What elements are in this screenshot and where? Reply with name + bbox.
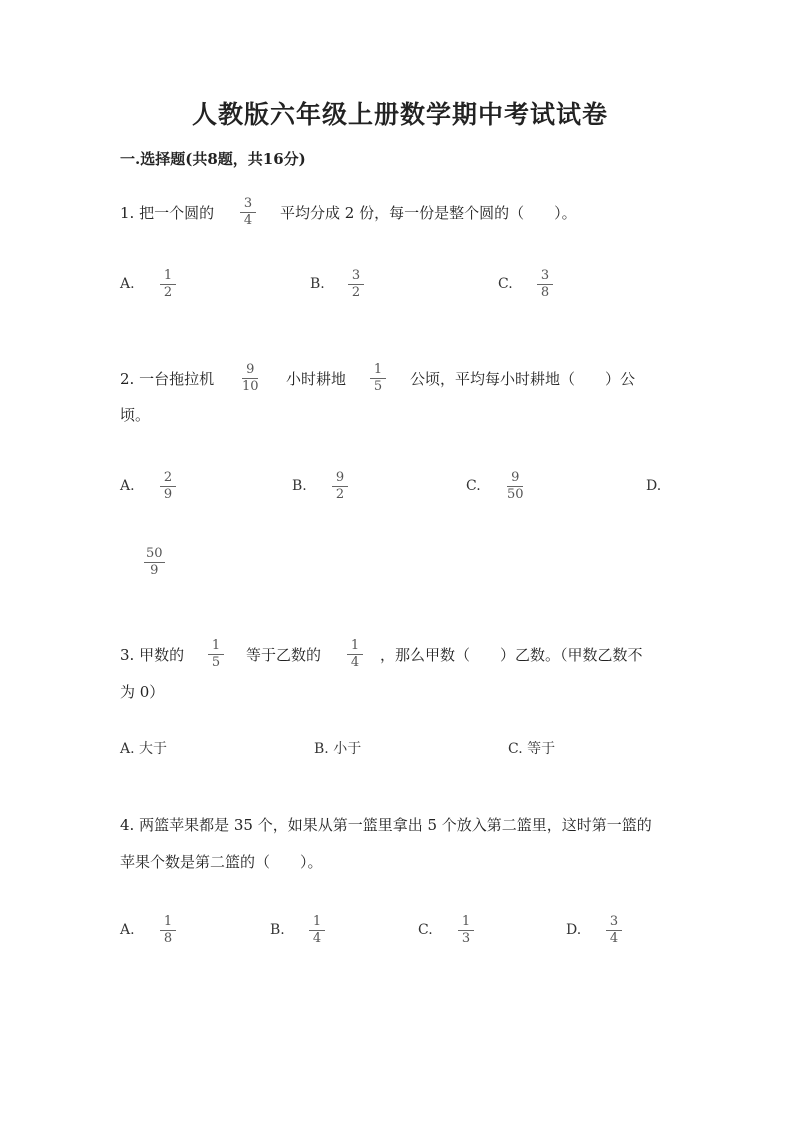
q4-option-c-label: C.: [418, 922, 433, 938]
q1-option-a-fraction: $\frac{1}{2}$: [160, 268, 176, 301]
question-1-fraction: $\frac{3}{4}$: [240, 196, 256, 229]
q2-option-d-label: D.: [646, 478, 662, 494]
q4-option-c-fraction: $\frac{1}{3}$: [458, 914, 474, 947]
question-2-fraction-1: $\frac{9}{10}$: [242, 362, 259, 394]
q4-option-a-label: A.: [120, 922, 135, 938]
q4-option-d-fraction: $\frac{3}{4}$: [606, 914, 622, 947]
question-2-text-start: 2. 一台拖拉机: [120, 370, 215, 388]
q2-option-a-label: A.: [120, 478, 135, 494]
q2-option-b-label: B.: [292, 478, 307, 494]
page-title: 人教版六年级上册数学期中考试试卷: [191, 100, 608, 129]
q3-option-b: B. 小于: [314, 741, 362, 757]
question-3-text-end: ，那么甲数（ ）乙数。（甲数乙数不: [380, 646, 643, 664]
q2-option-d-fraction: $\frac{50}{9}$: [146, 546, 163, 578]
section-heading: 一.选择题(共8题，共16分): [120, 150, 306, 168]
question-4-text-line2: 苹果个数是第二篮的（ ）。: [120, 853, 323, 871]
q1-option-a-label: A.: [120, 276, 135, 292]
q4-option-b-label: B.: [270, 922, 285, 938]
question-3-text-start: 3. 甲数的: [120, 646, 185, 664]
q4-option-b-fraction: $\frac{1}{4}$: [309, 914, 325, 947]
q3-option-c: C. 等于: [508, 741, 556, 757]
question-2-text-end: 公顷，平均每小时耕地（ ）公: [410, 370, 636, 388]
question-1-text-start: 1. 把一个圆的: [120, 204, 215, 222]
q2-option-c-label: C.: [466, 478, 481, 494]
question-1-text-end: 平均分成 2 份，每一份是整个圆的（ ）。: [280, 204, 577, 222]
q2-option-c-fraction: $\frac{9}{50}$: [507, 470, 524, 502]
q1-option-c-label: C.: [498, 276, 513, 292]
q4-option-a-fraction: $\frac{1}{8}$: [160, 914, 176, 947]
question-3-fraction-1: $\frac{1}{5}$: [208, 638, 224, 671]
question-4-text-line1: 4. 两篮苹果都是 35 个，如果从第一篮里拿出 5 个放入第二篮里，这时第一篮的: [120, 816, 652, 834]
q2-option-b-fraction: $\frac{9}{2}$: [332, 470, 348, 503]
question-2-text-line2: 顷。: [120, 406, 151, 424]
q3-option-a: A. 大于: [120, 741, 168, 757]
question-2-text-middle: 小时耕地: [286, 370, 347, 388]
q1-option-b-fraction: $\frac{3}{2}$: [348, 268, 364, 301]
question-3-text-line2: 为 0）: [120, 683, 165, 701]
question-2-fraction-2: $\frac{1}{5}$: [370, 362, 386, 395]
question-3-text-middle: 等于乙数的: [246, 646, 322, 664]
question-3-fraction-2: $\frac{1}{4}$: [347, 638, 363, 671]
q1-option-c-fraction: $\frac{3}{8}$: [537, 268, 553, 301]
q4-option-d-label: D.: [566, 922, 582, 938]
q1-option-b-label: B.: [310, 276, 325, 292]
q2-option-a-fraction: $\frac{2}{9}$: [160, 470, 176, 503]
